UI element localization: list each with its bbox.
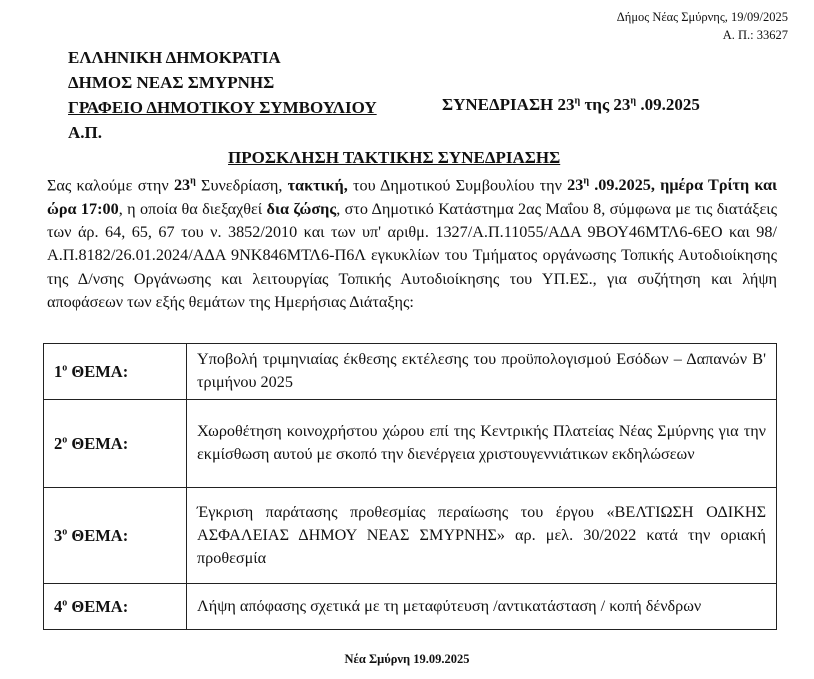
protocol-number: Α. Π.: 33627 xyxy=(722,28,788,42)
issuer-header xyxy=(68,45,377,145)
topic-label: $1^o$ ΘΕΜΑ: xyxy=(44,344,187,400)
header-municipality: ΔΗΜΟΣ ΝΕΑΣ ΣΜΥΡΝΗΣ xyxy=(68,73,275,92)
topic-label: $3^o$ ΘΕΜΑ: xyxy=(44,488,187,584)
topic-label: $4^o$ ΘΕΜΑ: xyxy=(44,584,187,630)
agenda-row xyxy=(44,488,777,584)
agenda-row xyxy=(44,584,777,630)
invitation-body: Σας καλούμε στην $23^\eta$ Συνεδρίαση, τακτική, του Δημοτικού Συμβουλίου την $23^\eta$ .09.2025, ημέρα Τρίτη και ώρα 17:00, η οποία θα διεξαχθεί δια ζώσης, στο Δημοτικό Κατάστημα 2ας Μαΐου 8, σύμφωνα με τις διατάξεις των άρ. 64, 65, 67 του ν. 3852/2010 και των υπ' αριθμ. 1327/Α.Π.11055/ΑΔΑ 9ΒΟΥ46ΜΤΛ6-6ΕΟ και 98/Α.Π.8182/26.01.2024/ΑΔΑ 9ΝΚ846ΜΤΛ6-Π6Λ εγκυκλίων του Τμήματος οργάνωσης Τοπικής Αυτοδιοίκησης της Δ/νσης Οργάνωσης και λειτουργίας Τοπικής Αυτοδιοίκησης του ΥΠ.ΕΣ., για συζήτηση και λήψη αποφάσεων των εξής θεμάτων της Ημερήσιας Διάταξης: xyxy=(47,176,778,311)
topic-text: Έγκριση παράτασης προθεσμίας περαίωσης του έργου «ΒΕΛΤΙΩΣΗ ΟΔΙΚΗΣ ΑΣΦΑΛΕΙΑΣ ΔΗΜΟΥ ΝΕΑΣ ΣΜΥΡΝΗΣ» αρ. μελ. 30/2022 κατά την οριακή προθεσμία xyxy=(187,488,777,584)
topic-text: Λήψη απόφασης σχετικά με τη μεταφύτευση /αντικατάσταση / κοπή δένδρων xyxy=(187,584,777,630)
topic-label: $2^o$ ΘΕΜΑ: xyxy=(44,400,187,488)
topic-text: Χωροθέτηση κοινοχρήστου χώρου επί της Κεντρικής Πλατείας Νέας Σμύρνης για την εκμίσθωση αυτού με σκοπό την διενέργεια χριστουγεννιάτικων εκδηλώσεων xyxy=(187,400,777,488)
topic-text: Υποβολή τριμηνιαίας έκθεσης εκτέλεσης του προϋπολογισμού Εσόδων – Δαπανών Β' τριμήνου 2025 xyxy=(187,344,777,400)
place-date: Δήμος Νέας Σμύρνης, 19/09/2025 xyxy=(616,10,788,24)
session-title: ΣΥΝΕΔΡΙΑΣΗ $23^\eta$ της $23^\eta$ .09.2025 xyxy=(442,95,700,114)
header-office: ΓΡΑΦΕΙΟ ΔΗΜΟΤΙΚΟΥ ΣΥΜΒΟΥΛΙΟΥ xyxy=(68,98,377,117)
agenda-table xyxy=(43,343,777,630)
invitation-title: ΠΡΟΣΚΛΗΣΗ ΤΑΚΤΙΚΗΣ ΣΥΝΕΔΡΙΑΣΗΣ xyxy=(228,148,561,167)
footer-place-date: Νέα Σμύρνη 19.09.2025 xyxy=(344,652,470,666)
agenda-row xyxy=(44,400,777,488)
header-country: ΕΛΛΗΝΙΚΗ ΔΗΜΟΚΡΑΤΙΑ xyxy=(68,48,281,67)
header-protocol: Α.Π. xyxy=(68,123,102,142)
agenda-row xyxy=(44,344,777,400)
document-reference xyxy=(617,8,788,44)
